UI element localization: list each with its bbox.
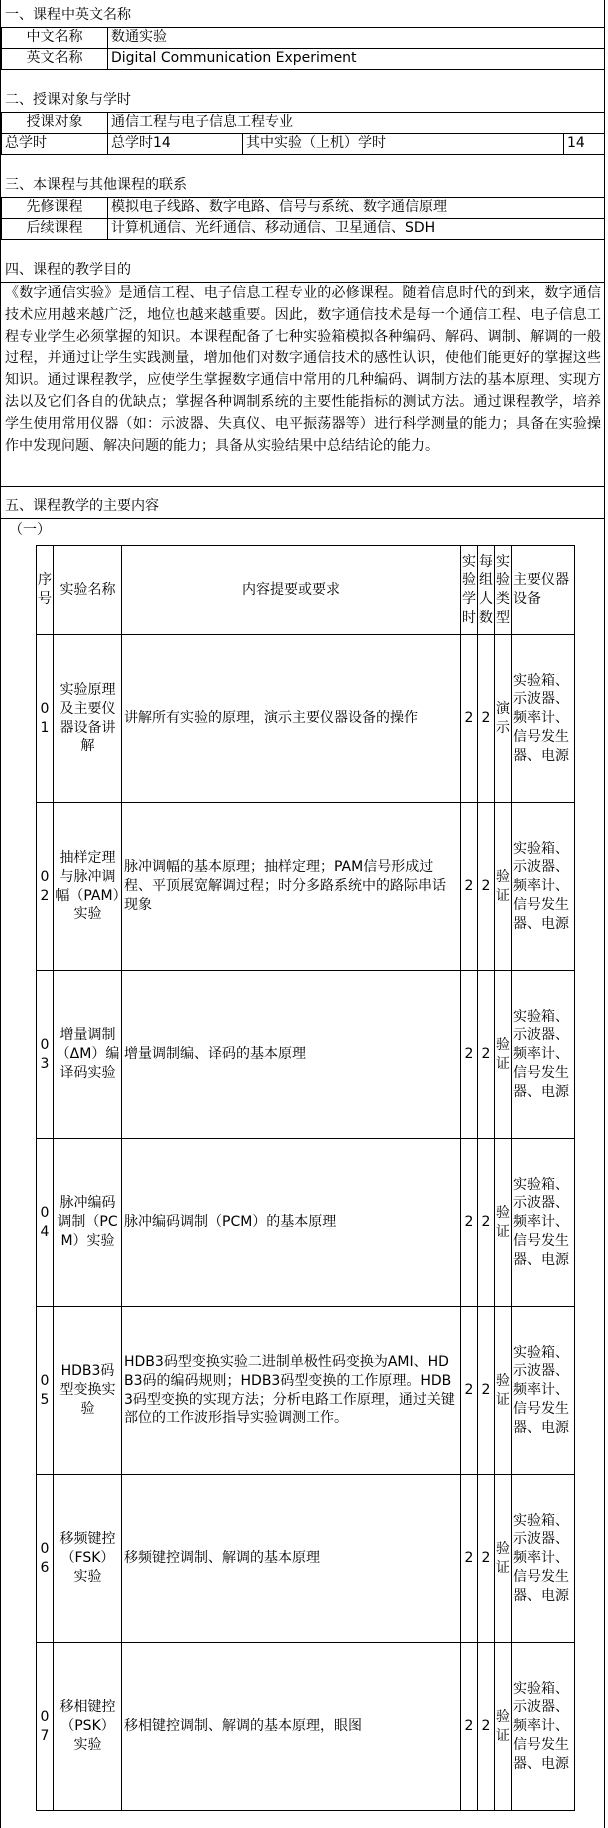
audience-value: 通信工程与电子信息工程专业 [108,113,605,134]
row-content: 讲解所有实验的原理，演示主要仪器设备的操作 [122,635,461,803]
row-name: 实验原理及主要仪器设备讲解 [54,635,122,803]
header-num: 序号 [37,546,54,635]
row-group: 2 [478,1139,495,1307]
row-equipment: 实验箱、示波器、频率计、信号发生器、电源 [512,635,575,803]
row-type: 验证 [495,1139,512,1307]
header-hours: 实验学时 [461,546,478,635]
total-hours-label: 总学时 [2,134,108,155]
cn-name-label: 中文名称 [2,28,108,49]
table-row [2,134,605,155]
lab-hours-label: 其中实验（上机）学时 [243,134,564,155]
table-row [37,1139,575,1307]
row-num: 06 [37,1475,54,1643]
header-content: 内容提要或要求 [122,546,461,635]
table-row [37,971,575,1139]
row-num: 01 [37,635,54,803]
row-name: 抽样定理与脉冲调幅（PAM）实验 [54,803,122,971]
audience-label: 授课对象 [2,113,108,134]
row-group: 2 [478,971,495,1139]
row-hours: 2 [461,635,478,803]
row-name: 移相键控（PSK）实验 [54,1643,122,1811]
row-num: 05 [37,1307,54,1475]
relations-table [1,197,605,240]
table-row [37,1307,575,1475]
row-group: 2 [478,1475,495,1643]
row-name: 脉冲编码调制（PCM）实验 [54,1139,122,1307]
subsection-label: （一） [9,522,51,538]
audience-table [1,112,605,155]
row-content: HDB3码型变换实验二进制单极性码变换为AMI、HDB3码的编码规则；HDB3码型变换的工作原理。HDB3码型变换的实现方法；分析电路工作原理，通过关键部位的工作波形指导实验调测工作。 [122,1307,461,1475]
en-name-label: 英文名称 [2,49,108,70]
row-hours: 2 [461,803,478,971]
row-num: 04 [37,1139,54,1307]
section-title-3: 三、本课程与其他课程的联系 [5,177,187,193]
table-row [2,219,605,240]
followup-label: 后续课程 [2,219,108,240]
row-hours: 2 [461,971,478,1139]
row-type: 验证 [495,971,512,1139]
row-hours: 2 [461,1139,478,1307]
total-hours-value: 总学时14 [108,134,243,155]
row-content: 增量调制编、译码的基本原理 [122,971,461,1139]
cn-name-value: 数通实验 [108,28,605,49]
section-title-2: 二、授课对象与学时 [5,92,131,108]
table-row [2,198,605,219]
row-num: 03 [37,971,54,1139]
row-num: 02 [37,803,54,971]
row-type: 演示 [495,635,512,803]
row-equipment: 实验箱、示波器、频率计、信号发生器、电源 [512,803,575,971]
section-title-1: 一、课程中英文名称 [5,7,131,23]
row-equipment: 实验箱、示波器、频率计、信号发生器、电源 [512,1475,575,1643]
header-equipment: 主要仪器设备 [512,546,575,635]
section-title-4: 四、课程的教学目的 [5,262,131,278]
table-row [37,1475,575,1643]
prereq-value: 模拟电子线路、数字电路、信号与系统、数字通信原理 [108,198,605,219]
row-equipment: 实验箱、示波器、频率计、信号发生器、电源 [512,1139,575,1307]
section-title-5: 五、课程教学的主要内容 [5,498,159,514]
row-hours: 2 [461,1307,478,1475]
row-type: 验证 [495,1307,512,1475]
row-content: 移相键控调制、解调的基本原理，眼图 [122,1643,461,1811]
row-group: 2 [478,803,495,971]
row-hours: 2 [461,1475,478,1643]
header-group: 每组人数 [478,546,495,635]
row-equipment: 实验箱、示波器、频率计、信号发生器、电源 [512,971,575,1139]
divider [1,486,604,487]
header-name: 实验名称 [54,546,122,635]
experiments-table [36,545,575,1811]
row-name: 移频键控（FSK）实验 [54,1475,122,1643]
divider [1,518,604,519]
row-group: 2 [478,1643,495,1811]
table-row [37,635,575,803]
lab-hours-value: 14 [564,134,605,155]
row-equipment: 实验箱、示波器、频率计、信号发生器、电源 [512,1643,575,1811]
followup-value: 计算机通信、光纤通信、移动通信、卫星通信、SDH [108,219,605,240]
header-type: 实验类型 [495,546,512,635]
en-name-value: Digital Communication Experiment [108,49,605,70]
row-content: 移频键控调制、解调的基本原理 [122,1475,461,1643]
table-row [2,49,605,70]
table-row [2,113,605,134]
row-group: 2 [478,1307,495,1475]
prereq-label: 先修课程 [2,198,108,219]
table-row [37,803,575,971]
row-equipment: 实验箱、示波器、频率计、信号发生器、电源 [512,1307,575,1475]
row-name: 增量调制（ΔM）编译码实验 [54,971,122,1139]
purpose-paragraph: 《数字通信实验》是通信工程、电子信息工程专业的必修课程。随着信息时代的到来，数字通信技术应用越来越广泛，地位也越来越重要。因此，数字通信技术是每一个通信工程、电子信息工程专业学生必须掌握的知识。本课程配备了七种实验箱模拟各种编码、解码、调制、解调的一般过程，并通过让学生实践测量，增加他们对数字通信技术的感性认识，使他们能更好的掌握这些知识。通过课程教学，应使学生掌握数字通信中常用的几种编码、调制方法的基本原理、实现方法以及它们各自的优缺点；掌握各种调制系统的主要性能指标的测试方法。通过课程教学，培养学生使用常用仪器（如：示波器、失真仪、电平振荡器等）进行科学测量的能力；具备在实验操作中发现问题、解决问题的能力；具备从实验结果中总结结论的能力。 [5,285,601,454]
table-header-row [37,546,575,635]
row-type: 验证 [495,1643,512,1811]
row-content: 脉冲调幅的基本原理；抽样定理；PAM信号形成过程、平顶展宽解调过程；时分多路系统中的路际串话现象 [122,803,461,971]
names-table [1,27,605,70]
table-row [2,28,605,49]
row-content: 脉冲编码调制（PCM）的基本原理 [122,1139,461,1307]
row-type: 验证 [495,803,512,971]
row-group: 2 [478,635,495,803]
table-row [37,1643,575,1811]
row-num: 07 [37,1643,54,1811]
row-hours: 2 [461,1643,478,1811]
row-name: HDB3码型变换实验 [54,1307,122,1475]
row-type: 验证 [495,1475,512,1643]
